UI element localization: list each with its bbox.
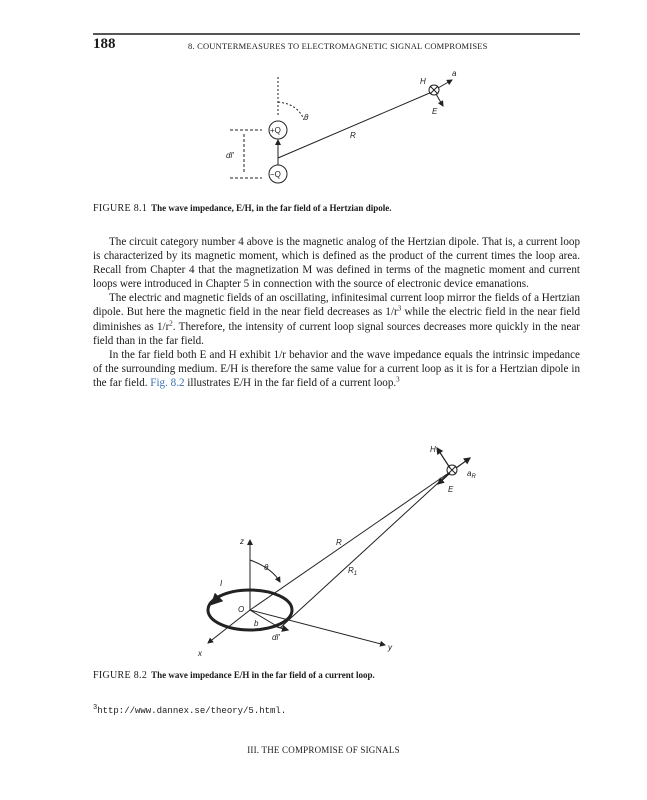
paragraph-1: The circuit category number 4 above is the magnetic analog of the Hertzian dipole. That is, a current loop is characterized by its magnetic moment, which is defined as the product of the current times the loop area. Recall from Chapter 4 that the magnetization M was defined in terms of the magnetic moment and current loops were introduced in Chapter 5 in connection with the source of electronic device emanations. bbox=[93, 236, 580, 291]
header-rule bbox=[93, 33, 580, 35]
page-footer: III. THE COMPROMISE OF SIGNALS bbox=[247, 745, 400, 755]
label-origin: O bbox=[238, 605, 245, 614]
label-r1: $R_1$ bbox=[348, 566, 358, 577]
label-dl: dl' bbox=[272, 633, 280, 642]
a-arrow bbox=[438, 80, 452, 88]
page-number: 188 bbox=[93, 36, 116, 52]
label-y: y bbox=[388, 643, 392, 652]
label-h: H bbox=[430, 445, 436, 454]
footnote-marker: 3 bbox=[93, 704, 98, 712]
figure-8-1-caption-text: The wave impedance, E/H, in the far field of a Hertzian dipole. bbox=[151, 203, 392, 213]
r1-line bbox=[280, 472, 450, 628]
r-line bbox=[250, 472, 450, 610]
label-r: R bbox=[336, 538, 342, 547]
label-theta: θ bbox=[264, 563, 269, 572]
label-ar: $a_R$ bbox=[467, 469, 476, 480]
footnote bbox=[93, 706, 286, 716]
figure-8-2-label: FIGURE 8.2 bbox=[93, 670, 148, 681]
figure-8-1-diagram bbox=[200, 62, 480, 192]
label-minus-q: −Q bbox=[270, 170, 281, 179]
label-e: E bbox=[448, 485, 454, 494]
theta-arc bbox=[278, 102, 304, 120]
figure-8-2-caption bbox=[93, 670, 375, 681]
label-dl: dl' bbox=[226, 151, 234, 160]
label-z: z bbox=[240, 537, 244, 546]
ar-arrow bbox=[456, 458, 470, 468]
label-theta: θ bbox=[304, 113, 309, 122]
x-axis bbox=[208, 610, 250, 643]
figure-8-1-label: FIGURE 8.1 bbox=[93, 203, 148, 214]
label-r: R bbox=[350, 131, 356, 140]
r-line bbox=[278, 92, 432, 158]
label-b: b bbox=[254, 619, 259, 628]
label-plus-q: +Q bbox=[270, 126, 281, 135]
figure-8-2-diagram bbox=[190, 440, 490, 660]
running-title: 8. COUNTERMEASURES TO ELECTROMAGNETIC SIGNAL COMPROMISES bbox=[188, 41, 488, 51]
e-arrow bbox=[436, 94, 443, 106]
label-x: x bbox=[198, 649, 202, 658]
label-a: a bbox=[452, 69, 457, 78]
figure-8-2-caption-text: The wave impedance E/H in the far field of a current loop. bbox=[151, 670, 375, 680]
h-arrow bbox=[437, 448, 450, 468]
label-e: E bbox=[432, 107, 438, 116]
body-text bbox=[93, 235, 580, 390]
paragraph-2: The electric and magnetic fields of an oscillating, infinitesimal current loop mirror the fields of a Hertzian dipole. But here the magnetic field in the near field decreases as $1/r^3$ while the electric field in the near field diminishes as $1/r^2$. Therefore, the intensity of current loop signal sources decreases more quickly in the near field than in the far field. bbox=[93, 292, 581, 347]
figure-8-1-caption bbox=[93, 203, 391, 214]
footnote-url[interactable]: http://www.dannex.se/theory/5.html. bbox=[97, 706, 287, 716]
paragraph-3: In the far field both E and H exhibit 1/r behavior and the wave impedance equals the intrinsic impedance of the surrounding medium. E/H is therefore the same value for a current loop as it is for a Hertzian dipole in the far field. Fig. 8.2 illustrates E/H in the far field of a current loop.$^3$ bbox=[93, 348, 580, 389]
label-current-i: I bbox=[220, 579, 223, 588]
label-h: H bbox=[420, 77, 426, 86]
footnote-ref[interactable]: 3 bbox=[396, 375, 400, 384]
fig-8-2-link[interactable]: Fig. 8.2 bbox=[150, 376, 185, 389]
